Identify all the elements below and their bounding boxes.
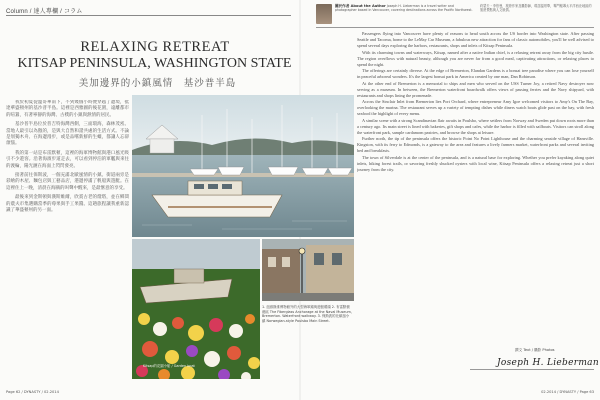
marina-photo-art (132, 95, 354, 237)
flower-photo-caption: Kitsap的花園小船 / Garden boat (143, 364, 195, 368)
title-chinese: 美加邊界的小鎮風情 基沙普半島 (78, 78, 237, 89)
english-body-text (357, 31, 594, 331)
flower-garden-photo (132, 239, 260, 379)
flower-photo-art (132, 239, 260, 379)
author-signature: Joseph H. Lieberman (497, 358, 599, 368)
cn-paragraph: 接著前往保斯波，一個充滿北歐風情的小鎮。街道兩旁是彩繪的木屋、麵包店與工藝品店，港邊停滿了帆船與遊艇。在這裡住上一晚，清晨在海鷗的叫聲中醒來，是最愜意的享受。 (6, 173, 129, 191)
right-header-rule (316, 27, 594, 28)
cn-paragraph: 最後來到金斯頓與漢斯維爾，欣賞古老的燈塔，並在鄉間的農夫市集選購當季的莓果與手工果醬。這趟旅程讓我重新認識了華盛頓州的另一面。 (6, 195, 129, 214)
street-photo (262, 239, 354, 301)
en-paragraph: The offerings are certainly diverse. At the edge of Bremerton, Elandan Gardens is a bonsai tree paradise where you can lose yourself in peaceful arboreal wonders. It's the largest bonsai park in America created by one man, Dan Robinson. (357, 68, 594, 79)
marina-photo (132, 95, 354, 237)
cn-paragraph: 我的第一站是布雷默頓，這裡的海軍博物館與港口風光吸引不少遊客。沿著海濱步道走去，可以看到停泊的軍艦與來往的渡輪，陽光灑在海面上閃閃發亮。 (6, 150, 129, 169)
footer-left: Page 62 / DYNASTY / 02.2014 (6, 390, 59, 394)
about-author-en (335, 4, 475, 12)
chinese-body-text (6, 100, 129, 390)
cn-paragraph: 我於初夏從溫哥華南下，不到幾個小時便穿越了邊境，抵達華盛頓州的基沙普半島。這裡是西雅圖的後花園，遠離都市的喧囂，有著寧靜的海灣、古樸的小鎮與熱情的居民。 (6, 100, 129, 118)
en-paragraph: Further north, the tip of the peninsula offers the historic Point No Point Lighthouse and the charming seaside village of Hansville. Kingston, with its ferry to Edmonds, is a gateway to the area and features a lively farmers market, waterfront parks and several inviting bed and breakfasts. (357, 136, 594, 153)
title-line-2: KITSAP PENINSULA, WASHINGTON STATE (17, 56, 292, 71)
author-photo (316, 4, 332, 24)
about-author-text: Joseph H. Lieberman is a travel writer and photographer based in Vancouver, covering destinations across the Pacific Northwest. (335, 4, 473, 13)
header-rule (6, 15, 291, 16)
en-paragraph: A similar scene with a strong Scandinavian flair awaits in Poulsbo, where settlers from Norway and Sweden put down roots more than a century ago. Its main street is lined with bakeries, gift shops and cafes, while the harbor is filled with sailboats. Visitors can stroll along the waterfront park, sample cardamom pastries, and browse the shops at leisure. (357, 117, 594, 135)
byline: 撰文 Text / 攝影 Photos (515, 348, 555, 352)
footer-right: 02.2014 / DYNASTY / Page 63 (541, 390, 594, 394)
cn-paragraph: 基沙普半島位於普吉特海灣西側，三面環海，森林茂密。當地人最引以為傲的，是與大自然和諧共處的生活方式。不論是划獨木舟、在海邊漫步，或是品嚐新鮮的生蠔，都讓人忘卻煩惱。 (6, 122, 129, 147)
title-line-1: RELAXING RETREAT (80, 39, 230, 55)
street-photo-art (262, 239, 354, 301)
photo-caption: 1. 紐維斯維博物館外的大型海軍錨與遊艇碼頭 2. 布雷默頓港區 The Fiberglass Anchorage at the Naval Museum, Bremerton. Waterfront walkway. 3. 保斯波的北歐風小鎮 Norwegian-style Poulsbo Main Street. (262, 305, 352, 323)
en-paragraph: Passengers flying into Vancouver have plenty of reasons to head south across the US border into Washington state. After passing Seattle and Tacoma, home to the LeMay Car Museum, a fabulous new attraction for fans of classic automobiles, you'll be well advised to spend several days exploring the harbors, restaurants, shops and inlets of Kitsap Peninsula. (357, 31, 594, 48)
en-paragraph: Across the Sinclair Inlet from Bremerton lies Port Orchard, where entrepreneur Amy Igoe welcomed visitors to Amy's On The Bay, overlooking the marina. The restaurant serves up a variety of tempting dishes while diners watch boats glide past on the bay, with fresh seafood the highlight of every menu. (357, 99, 594, 116)
about-author-cn: 約瑟夫・李伯曼，旅遊作家及攝影師，現居溫哥華，專門報導太平洋西北地區的旅遊景點與人文風情。 (480, 4, 592, 13)
column-tag: Column / 達人專欄 / コラム (6, 9, 83, 15)
about-author-label: 關於作者 About the Author (335, 4, 386, 8)
en-paragraph: The town of Silverdale is at the center of the peninsula, and is a natural base for exploring. Whether you prefer kayaking along quiet inlets, hiking forest trails, or savoring freshly shucked oysters with local wine, Kitsap Peninsula offers a relaxing retreat just a short journey from the city. (357, 154, 594, 172)
signature-rule (470, 369, 594, 370)
en-paragraph: At the other end of Bremerton is a memorial to ships and men who served on the USS Turner Joy, a retired Navy destroyer now serving as a museum. In between, the Bremerton waterfront boardwalk offers views of passing ferries and the Navy shipyard, with restaurants and shops lining the promenade. (357, 80, 594, 98)
en-paragraph: With its charming towns and waterways, Kitsap, named after a native Indian chief, is a relaxing retreat away from the big city hustle. The region overflows with natural beauty, although you are never far from a good meal, captivating attractions, or relaxing places to spend the night. (357, 49, 594, 67)
